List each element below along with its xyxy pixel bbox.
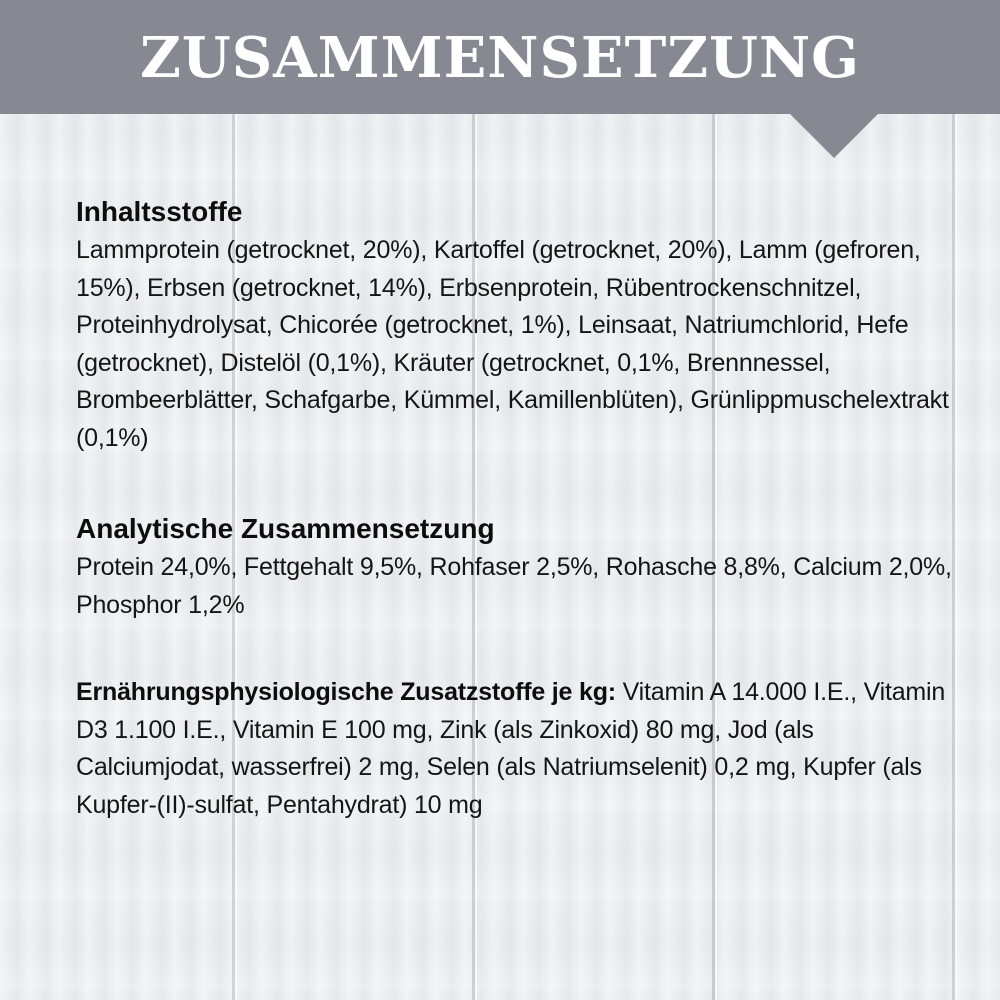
composition-content — [76, 192, 956, 824]
additives-section — [76, 674, 956, 824]
additives-text: Vitamin A 14.000 I.E., Vitamin D3 1.100 I.E., Vitamin E 100 mg, Zink (als Zinkoxid) 80 mg, Jod (als Calciumjodat, wasserfrei) 2 mg, Selen (als Natriumselenit) 0,2 mg, Kupfer (als Kupfer-(II)-sulfat, Pentahydrat) 10 mg — [76, 678, 946, 819]
page-title: ZUSAMMENSETZUNG — [140, 25, 860, 91]
ingredients-heading: Inhaltsstoffe — [76, 196, 243, 227]
header-notch — [790, 114, 878, 158]
analytical-text: Protein 24,0%, Fettgehalt 9,5%, Rohfaser 2,5%, Rohasche 8,8%, Calcium 2,0%, Phosphor 1,2% — [76, 553, 952, 619]
additives-paragraph — [76, 674, 956, 824]
header-banner — [0, 0, 1000, 114]
analytical-heading: Analytische Zusammensetzung — [76, 513, 495, 544]
ingredients-text: Lammprotein (getrocknet, 20%), Kartoffel (getrocknet, 20%), Lamm (gefroren, 15%), Erbsen (getrocknet, 14%), Erbsenprotein, Rübentrockenschnitzel, Proteinhydrolysat, Chicorée (getrocknet, 1%), Leinsaat, Natriumchlorid, Hefe (getrocknet), Distelöl (0,1%), Kräuter (getrocknet, 0,1%, Brennnessel, Brombeerblätter, Schafgarbe, Kümmel, Kamillenblüten), Grünlippmuschelextrakt (0,1%) — [76, 236, 949, 452]
additives-heading: Ernährungsphysiologische Zusatzstoffe je kg: — [76, 678, 616, 706]
ingredients-section — [76, 192, 956, 457]
analytical-section — [76, 509, 956, 624]
